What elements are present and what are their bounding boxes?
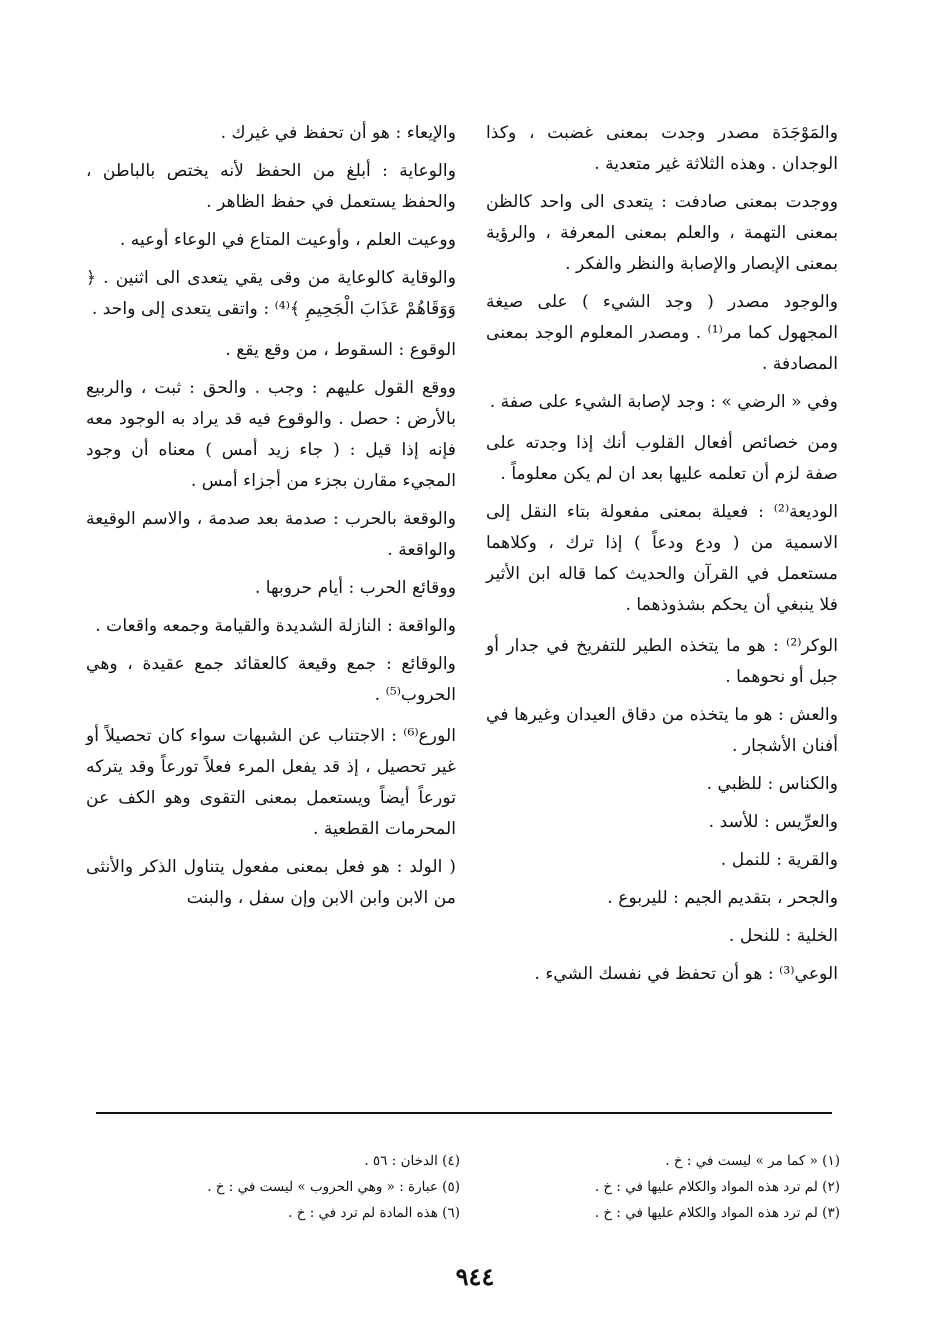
paragraph: والقرية : للنمل . xyxy=(720,850,838,870)
paragraph: والكناس : للظبي . xyxy=(706,774,838,794)
paragraph: وفي « الرضي » : وجد لإصابة الشيء على صفة . xyxy=(489,392,838,412)
paragraph: والعرِّيس : للأسد . xyxy=(708,812,838,832)
footnote: (٣) لم ترد هذه المواد والكلام عليها في : خ . xyxy=(594,1205,840,1221)
paragraph: ( الولد : هو فعل بمعنى مفعول يتناول الذكر والأنثى من الابن وابن الابن وإن سفل ، والبنت xyxy=(86,857,456,908)
paragraph: والوقاية كالوعاية من وقى يقي يتعدى الى اثنين . ﴿ وَوَقَاهُمْ عَذَابَ الْجَحِيمِ ﴾⁽⁴⁾ : واتقى يتعدى إلى واحد . xyxy=(86,268,456,319)
footnotes-left xyxy=(150,1148,460,1226)
paragraph: الخلية : للنحل . xyxy=(728,926,838,946)
paragraph: ووجدت بمعنى صادفت : يتعدى الى واحد كالظن بمعنى التهمة ، والعلم بمعنى المعرفة ، والرؤية بمعنى الإبصار والإصابة والنظر والفكر . xyxy=(486,192,838,274)
paragraph: والوقعة بالحرب : صدمة بعد صدمة ، والاسم الوقيعة والواقعة . xyxy=(86,509,456,560)
paragraph: الوعي⁽³⁾ : هو أن تحفظ في نفسك الشيء . xyxy=(534,964,838,984)
paragraph: والإيعاء : هو أن تحفظ في غيرك . xyxy=(220,123,456,143)
left-text-column xyxy=(86,118,456,921)
paragraph: ووقائع الحرب : أيام حروبها . xyxy=(254,578,456,598)
footnote: (٦) هذه المادة لم ترد في : خ . xyxy=(288,1205,460,1221)
footnote: (٢) لم ترد هذه المواد والكلام عليها في : خ . xyxy=(594,1179,840,1195)
paragraph: والوقائع : جمع وقيعة كالعقائد جمع عقيدة ، وهي الحروب⁽⁵⁾ . xyxy=(86,654,456,705)
paragraph: والمَوْجَدَة مصدر وجدت بمعنى غضبت ، وكذا الوجدان . وهذه الثلاثة غير متعدية . xyxy=(486,123,838,174)
paragraph: الورع⁽⁶⁾ : الاجتناب عن الشبهات سواء كان تحصيلاً أو غير تحصيل ، إذ قد يفعل المرء فعلاً تورعاً وقد يتركه تورعاً أيضاً ويستعمل بمعنى التقوى وهو الكف عن المحرمات القطعية . xyxy=(86,726,456,839)
paragraph: ووعيت العلم ، وأوعيت المتاع في الوعاء أوعيه . xyxy=(119,230,456,250)
paragraph: الوقوع : السقوط ، من وقع يقع . xyxy=(225,340,456,360)
paragraph: والجحر ، بتقديم الجيم : لليربوع . xyxy=(607,888,838,908)
paragraph: والعش : هو ما يتخذه من دقاق العيدان وغيرها في أفنان الأشجار . xyxy=(486,705,838,756)
paragraph: والواقعة : النازلة الشديدة والقيامة وجمعه واقعات . xyxy=(95,616,456,636)
paragraph: والوعاية : أبلغ من الحفظ لأنه يختص بالباطن ، والحفظ يستعمل في حفظ الظاهر . xyxy=(86,161,456,212)
paragraph: ووقع القول عليهم : وجب . والحق : ثبت ، والربيع بالأرض : حصل . والوقوع فيه قد يراد به الوجود معه فإنه إذا قيل : ( جاء زيد أمس ) معناه أن وجود المجيء مقارن بجزء من أجزاء أمس . xyxy=(86,378,456,491)
paragraph: ومن خصائص أفعال القلوب أنك إذا وجدته على صفة لزم أن تعلمه عليها بعد ان لم يكن معلوماً . xyxy=(486,433,838,484)
footnotes-right xyxy=(500,1148,840,1226)
paragraph: الوديعة⁽²⁾ : فعيلة بمعنى مفعولة بتاء النقل إلى الاسمية من ( ودع ودعاً ) إذا ترك ، وكلاهما مستعمل في القرآن والحديث كما قاله ابن الأثير فلا ينبغي أن يحكم بشذوذهما . xyxy=(486,502,838,615)
paragraph: الوكر⁽²⁾ : هو ما يتخذه الطير للتفريخ في جدار أو جبل أو نحوهما . xyxy=(486,636,838,687)
page-number: ٩٤٤ xyxy=(455,1262,495,1291)
footnote-divider xyxy=(96,1112,832,1114)
footnote: (١) « كما مر » ليست في : خ . xyxy=(665,1153,840,1169)
right-text-column xyxy=(486,118,838,997)
footnote: (٤) الدخان : ٥٦ . xyxy=(364,1153,460,1169)
paragraph: والوجود مصدر ( وجد الشيء ) على صيغة المجهول كما مر⁽¹⁾ . ومصدر المعلوم الوجد بمعنى المصادفة . xyxy=(486,292,839,374)
footnote: (٥) عبارة : « وهي الحروب » ليست في : خ . xyxy=(207,1179,460,1195)
